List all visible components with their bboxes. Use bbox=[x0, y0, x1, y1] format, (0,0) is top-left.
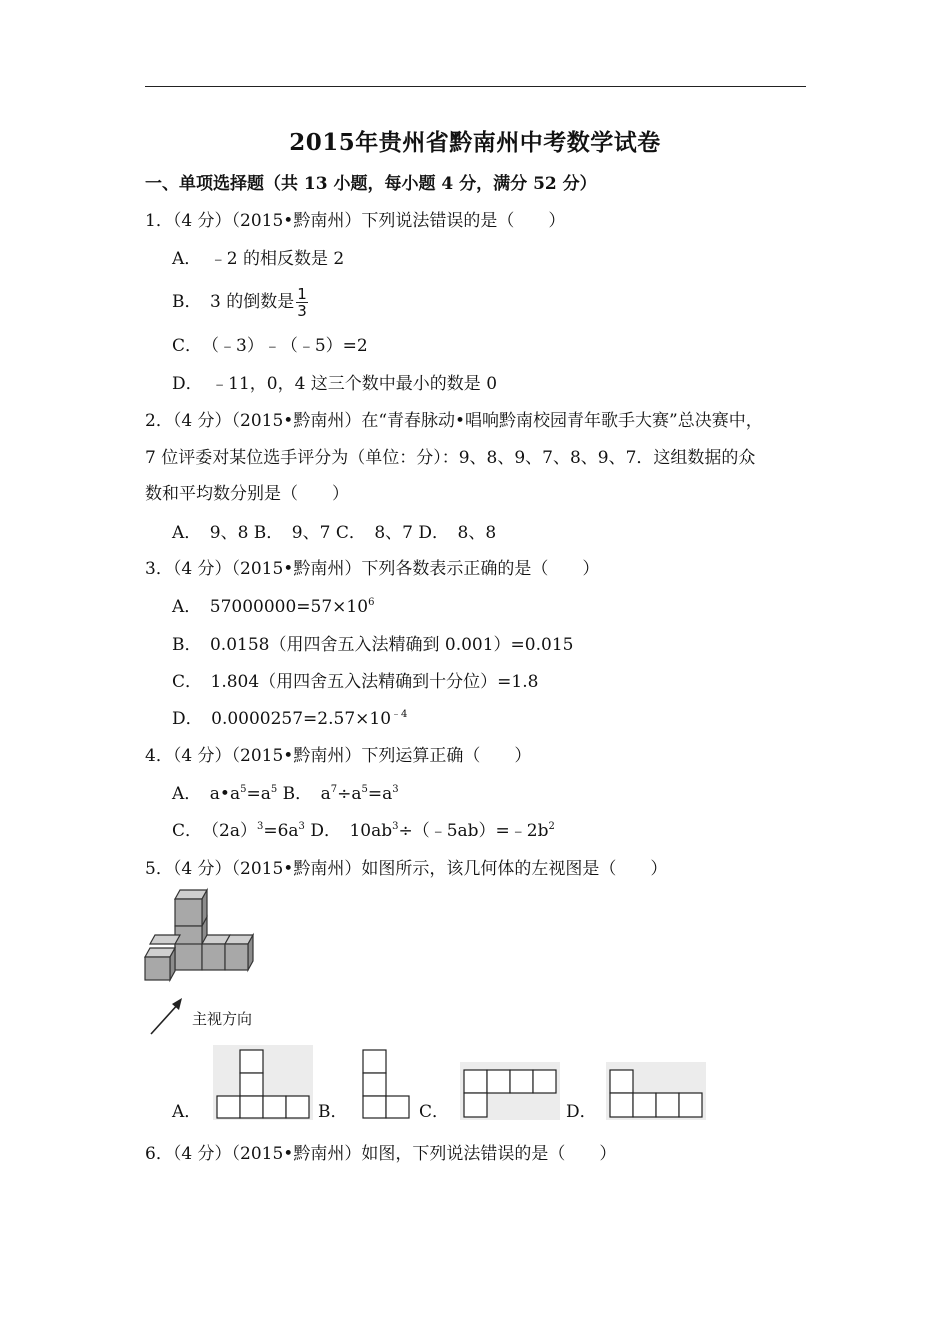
grid-square bbox=[633, 1093, 656, 1117]
question-2-stem-line2: 7 位评委对某位选手评分为（单位：分）：9、8、9、7、8、9、7．这组数据的众 bbox=[145, 448, 756, 468]
question-1-option-b bbox=[172, 286, 308, 319]
grid-square bbox=[464, 1093, 487, 1117]
text-part: =a bbox=[246, 784, 271, 804]
grid-square bbox=[487, 1070, 510, 1093]
option-b-text: B． 3 的倒数是 bbox=[172, 292, 295, 312]
exponent: 2 bbox=[548, 821, 555, 832]
question-4-options-ab bbox=[172, 782, 399, 806]
fraction-one-third bbox=[296, 286, 308, 319]
grid-square bbox=[363, 1050, 386, 1073]
text-part: A． a•a bbox=[172, 784, 241, 804]
question-1-option-d: D． ﹣11，0，4 这三个数中最小的数是 0 bbox=[172, 374, 498, 394]
cube-group bbox=[145, 890, 253, 980]
text-part: B． a bbox=[277, 784, 331, 804]
question-2-stem-line1: 2．（4 分）（2015•黔南州）在“青春脉动•唱响黔南校园青年歌手大赛”总决赛中， bbox=[145, 411, 763, 431]
text-part: =a bbox=[367, 784, 393, 804]
grid-square bbox=[286, 1096, 309, 1118]
question-1-option-c: C． （﹣3）﹣（﹣5）=2 bbox=[172, 336, 368, 356]
grid-square bbox=[386, 1096, 409, 1118]
fraction-denominator: 3 bbox=[297, 302, 307, 320]
question-5-stem: 5．（4 分）（2015•黔南州）如图所示，该几何体的左视图是（ ） bbox=[145, 859, 668, 879]
q5-option-c-figure bbox=[460, 1062, 560, 1120]
question-3-option-d bbox=[172, 707, 407, 731]
exponent: 5 bbox=[361, 784, 368, 795]
grid-square bbox=[610, 1070, 633, 1093]
cube-front-face bbox=[202, 944, 225, 970]
cube-front-face bbox=[175, 899, 202, 926]
grid-square bbox=[510, 1070, 533, 1093]
grid-square bbox=[610, 1093, 633, 1117]
section-heading: 一、单项选择题（共 13 小题，每小题 4 分，满分 52 分） bbox=[145, 174, 597, 194]
question-3-option-a bbox=[172, 595, 374, 619]
text-part: D． 10ab bbox=[304, 821, 393, 841]
grid-square bbox=[217, 1096, 240, 1118]
exponent: 3 bbox=[298, 821, 305, 832]
grid-square bbox=[363, 1073, 386, 1096]
question-3-option-b: B． 0.0158（用四舍五入法精确到 0.001）=0.015 bbox=[172, 635, 574, 655]
exponent: 7 bbox=[330, 784, 338, 795]
question-3-option-c: C． 1.804（用四舍五入法精确到十分位）=1.8 bbox=[172, 672, 539, 692]
q5-option-a-figure bbox=[213, 1045, 313, 1120]
cube-top-face bbox=[150, 935, 180, 944]
question-6-stem: 6．（4 分）（2015•黔南州）如图，下列说法错误的是（ ） bbox=[145, 1144, 617, 1164]
question-3-stem: 3．（4 分）（2015•黔南州）下列各数表示正确的是（ ） bbox=[145, 559, 600, 579]
q5-option-c-label: C． bbox=[419, 1102, 450, 1122]
q5-option-b-figure bbox=[360, 1045, 412, 1120]
exponent: 3 bbox=[392, 821, 399, 832]
grid-square bbox=[240, 1073, 263, 1096]
exponent: 5 bbox=[270, 784, 278, 795]
grid-square bbox=[240, 1096, 263, 1118]
option-a-base: A． 57000000=57×10 bbox=[172, 597, 369, 617]
option-d-base: D． 0.0000257=2.57×10 bbox=[172, 709, 392, 729]
grid-square bbox=[656, 1093, 679, 1117]
q5-option-a-label: A． bbox=[172, 1102, 202, 1122]
text-part: =6a bbox=[263, 821, 299, 841]
direction-label: 主视方向 bbox=[192, 1010, 253, 1028]
question-2-options: A． 9、8 B． 9、7 C． 8、7 D． 8、8 bbox=[172, 523, 497, 543]
grid-square bbox=[464, 1070, 487, 1093]
question-1-stem: 1．（4 分）（2015•黔南州）下列说法错误的是（ ） bbox=[145, 211, 566, 231]
exponent: 5 bbox=[240, 784, 247, 795]
text-part: ÷（﹣5ab）=﹣2b bbox=[398, 821, 549, 841]
grid-square bbox=[363, 1096, 386, 1118]
q5-option-d-label: D． bbox=[566, 1102, 597, 1122]
question-4-stem: 4．（4 分）（2015•黔南州）下列运算正确（ ） bbox=[145, 746, 532, 766]
grid-square bbox=[263, 1096, 286, 1118]
option-a-exponent: 6 bbox=[368, 597, 375, 608]
cube-front-face bbox=[175, 944, 202, 970]
option-d-exponent: ﹣4 bbox=[391, 709, 408, 720]
fraction-numerator: 1 bbox=[297, 285, 307, 303]
text-part: ÷a bbox=[337, 784, 362, 804]
exponent: 3 bbox=[392, 784, 399, 795]
grid-square bbox=[240, 1050, 263, 1073]
cube-front-face bbox=[145, 957, 170, 980]
question-4-options-cd bbox=[172, 819, 555, 843]
text-part: C． （2a） bbox=[172, 821, 257, 841]
view-direction-arrow-icon bbox=[148, 996, 188, 1036]
cube-front-face bbox=[225, 944, 248, 970]
exponent: 3 bbox=[256, 821, 264, 832]
q5-option-d-figure bbox=[606, 1062, 706, 1120]
grid-square bbox=[533, 1070, 556, 1093]
page-title: 2015年贵州省黔南州中考数学试卷 bbox=[289, 129, 661, 156]
header-rule bbox=[145, 86, 806, 87]
question-1-option-a: A． ﹣2 的相反数是 2 bbox=[172, 249, 345, 269]
question-2-stem-line3: 数和平均数分别是（ ） bbox=[145, 484, 349, 504]
grid-square bbox=[679, 1093, 702, 1117]
cube-solid-figure bbox=[140, 885, 270, 985]
q5-option-b-label: B． bbox=[318, 1102, 348, 1122]
